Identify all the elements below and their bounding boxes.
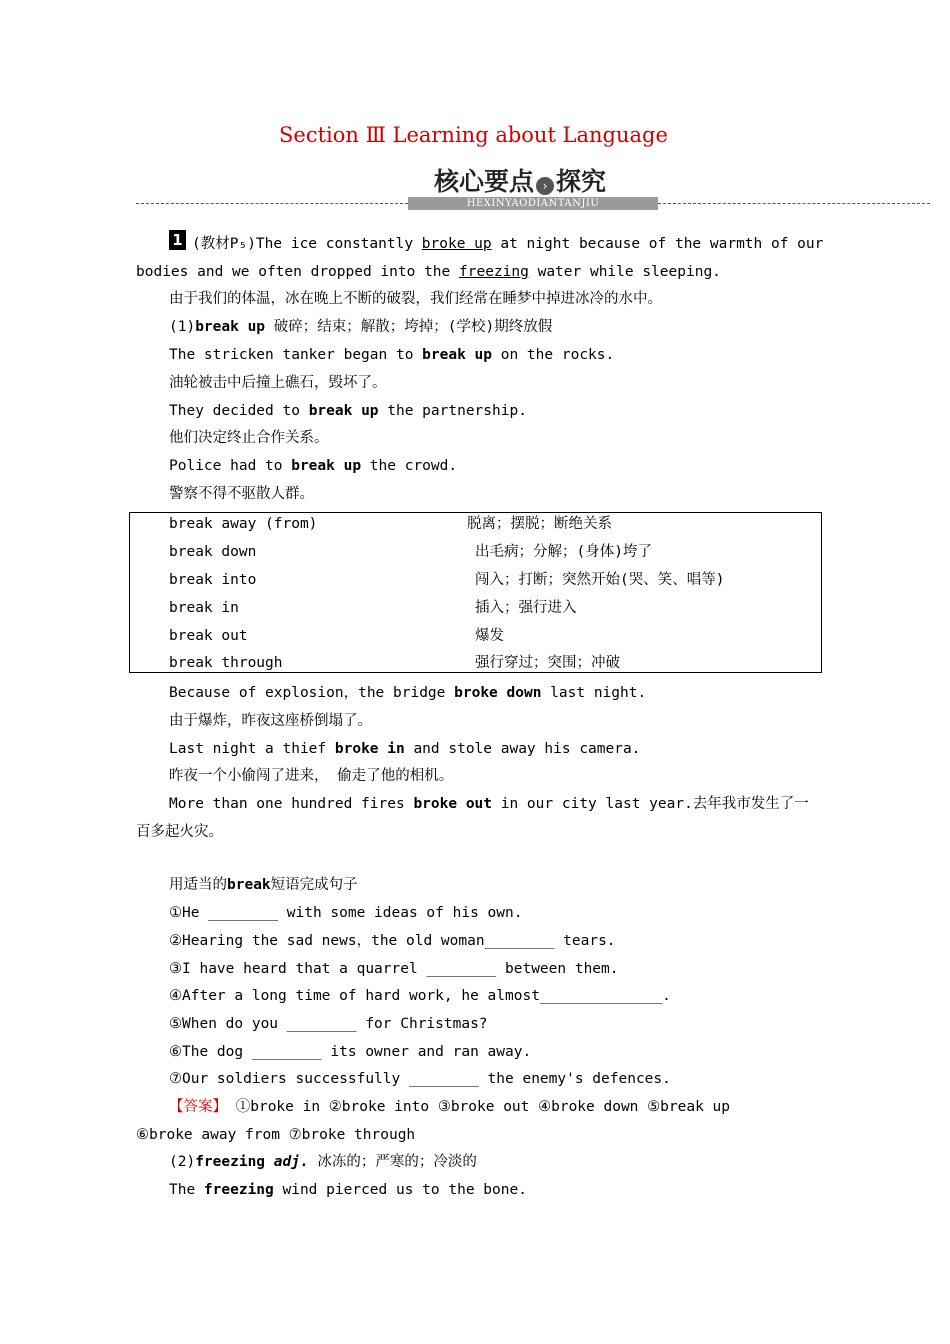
e3-pre: More than one hundred fires [169, 796, 414, 812]
e1-pre: Because of explosion，the bridge [169, 685, 455, 701]
e2-keyword: broke in [334, 741, 405, 757]
phrase-meaning: 爆发 [475, 628, 504, 644]
example-translation: 昨夜一个小偷闯了进来， 偷走了他的相机。 [169, 768, 454, 784]
e2-pre: Last night a thief [169, 741, 335, 757]
sub2-definition [169, 1152, 477, 1172]
sub1-meaning: 破碎；结束；解散；垮掉；(学校)期终放假 [265, 319, 553, 335]
example-sentence [169, 345, 614, 365]
phrase-row: break out [169, 628, 248, 644]
phrase-meaning: 出毛病；分解；(身体)垮了 [475, 544, 652, 560]
item-number-badge: 1 [169, 230, 186, 250]
e2-post: and stole away his camera. [404, 741, 641, 757]
phrase-row: break through [169, 655, 283, 671]
ex1-pre: The stricken tanker began to [169, 347, 423, 363]
sub1-number: (1) [169, 319, 196, 335]
sub2-meaning: 冰冻的；严寒的；冷淡的 [308, 1154, 477, 1170]
answer-line [169, 1097, 730, 1117]
sub2-term: freezing [195, 1154, 266, 1170]
example-sentence [169, 794, 809, 814]
example-sentence [169, 739, 640, 759]
ex2-keyword: break up [308, 403, 379, 419]
example-sentence [169, 456, 457, 476]
keyword-freezing: freezing [459, 264, 529, 280]
item1-sentence-line1 [192, 234, 823, 254]
ex3-post: the crowd. [361, 458, 458, 474]
page-title: Section Ⅲ Learning about Language [279, 123, 668, 147]
e1-post: last night. [541, 685, 647, 701]
phrase-meaning: 插入；强行进入 [475, 600, 577, 616]
example-translation: 油轮被击中后撞上礁石，毁坏了。 [169, 375, 387, 391]
answer-tag: 【答案】 [169, 1099, 227, 1115]
keyword-broke-up: broke up [421, 236, 492, 252]
example-sentence [169, 1180, 527, 1200]
item1-prefix: (教材P₅)The ice constantly [192, 236, 422, 252]
phrase-row: break down [169, 544, 257, 560]
answer-text: ①broke in ②broke into ③broke out ④broke down ⑤break up [227, 1099, 730, 1115]
banner-divider-right [658, 203, 930, 204]
ex1-post: on the rocks. [492, 347, 615, 363]
phrase-row: break away (from) [169, 516, 318, 532]
banner-left-text: 核心要点 [434, 167, 535, 196]
instruction-keyword: break [227, 877, 271, 893]
ex2-pre: They decided to [169, 403, 309, 419]
example-translation: 警察不得不驱散人群。 [169, 486, 314, 502]
sub1-term: break up [195, 319, 266, 335]
exercise-item: ⑥The dog ________ its owner and ran away. [169, 1044, 532, 1060]
item1-line2-pre: bodies and we often dropped into the [136, 264, 460, 280]
exercise-item: ②Hearing the sad news，the old woman________ tears. [169, 933, 616, 949]
sub1-definition [169, 317, 552, 337]
instruction-pre: 用适当的 [169, 877, 227, 893]
e3-keyword: broke out [413, 796, 493, 812]
ex2-post: the partnership. [378, 403, 527, 419]
exercise-item: ④After a long time of hard work, he almost______________. [169, 988, 671, 1004]
e3-post: in our city last year.去年我市发生了一 [492, 796, 809, 812]
banner-pinyin: HEXINYAODIANTANJIU [408, 197, 658, 210]
example-translation: 他们决定终止合作关系。 [169, 430, 329, 446]
instruction-post: 短语完成句子 [270, 877, 358, 893]
item1-sentence-line2 [136, 262, 721, 282]
chevron-right-icon: › [536, 177, 554, 195]
phrase-meaning: 脱离；摆脱；断绝关系 [467, 516, 612, 532]
example-continuation: 百多起火灾。 [136, 824, 223, 840]
exercise-item: ⑦Our soldiers successfully ________ the enemy's defences. [169, 1071, 671, 1087]
item1-mid: at night because of the warmth of our [491, 236, 824, 252]
e1-keyword: broke down [454, 685, 542, 701]
phrase-row: break into [169, 572, 257, 588]
sub2-number: (2) [169, 1154, 196, 1170]
ex3-keyword: break up [291, 458, 362, 474]
phrase-table [129, 512, 822, 673]
item1-line2-post: water while sleeping. [528, 264, 721, 280]
sub2-ex-keyword: freezing [203, 1182, 274, 1198]
exercise-item: ③I have heard that a quarrel ________ between them. [169, 961, 619, 977]
example-sentence [169, 401, 527, 421]
section-banner [434, 162, 606, 198]
banner-right-text: 探究 [556, 167, 607, 196]
phrase-meaning: 强行穿过；突围；冲破 [475, 655, 620, 671]
exercise-item: ①He ________ with some ideas of his own. [169, 905, 523, 921]
phrase-meaning: 闯入；打断；突然开始(哭、笑、唱等) [475, 572, 725, 588]
item1-translation: 由于我们的体温，冰在晚上不断的破裂，我们经常在睡梦中掉进冰冷的水中。 [169, 291, 662, 307]
banner-divider-left [136, 203, 408, 204]
example-sentence [169, 683, 646, 703]
sub2-ex-post: wind pierced us to the bone. [273, 1182, 527, 1198]
phrase-row: break in [169, 600, 239, 616]
example-translation: 由于爆炸，昨夜这座桥倒塌了。 [169, 713, 372, 729]
sub2-pos: adj. [265, 1154, 309, 1170]
sub2-ex-pre: The [169, 1182, 204, 1198]
exercise-instruction [169, 875, 358, 895]
answer-line-continued: ⑥broke away from ⑦broke through [136, 1127, 416, 1143]
ex1-keyword: break up [422, 347, 493, 363]
exercise-item: ⑤When do you ________ for Christmas? [169, 1016, 488, 1032]
ex3-pre: Police had to [169, 458, 292, 474]
